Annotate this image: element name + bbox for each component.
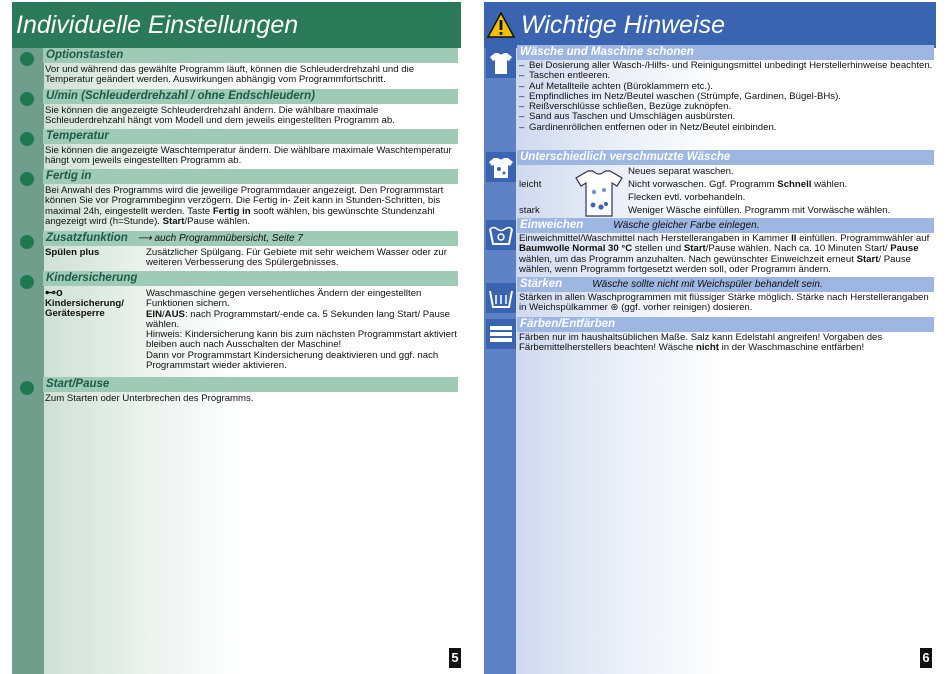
section-heading-verschmutzt: Unterschiedlich verschmutzte Wäsche <box>517 150 934 165</box>
section-heading-optionstasten: Optionstasten <box>43 48 458 63</box>
care-list <box>519 61 933 133</box>
section-heading-staerken: Stärken Wäsche sollte nicht mit Weichspüler behandelt sein. <box>517 277 934 292</box>
section-heading-start-pause: Start/Pause <box>43 377 458 392</box>
cross-reference-arrow: ⟶ <box>137 233 152 244</box>
list-item: – Bei Dosierung aller Wasch-/Hilfs- und Reinigungsmittel unbedingt Herstellerhinweise beachten. <box>519 61 933 71</box>
soak-icon <box>486 220 516 250</box>
list-item: – Sand aus Taschen und Umschlägen ausbürsten. <box>519 112 933 122</box>
list-item: – Reißverschlüsse schließen, Bezüge zuknöpfen. <box>519 102 933 112</box>
key-icon: ⊷o <box>45 287 63 299</box>
soil-row-light: Nicht vorwaschen. Ggf. Programm Schnell wählen. <box>628 179 848 190</box>
list-item: – Taschen entleeren. <box>519 71 933 81</box>
page-number: 5 <box>449 648 461 668</box>
soil-row-heavy: Weniger Wäsche einfüllen. Programm mit Vorwäsche wählen. <box>628 205 891 216</box>
starch-icon <box>486 283 516 313</box>
left-title-bar <box>12 2 461 48</box>
section-heading-kindersicherung: Kindersicherung <box>43 271 458 286</box>
list-item: – Gardinenröllchen entfernen oder in Netz/Beutel einbinden. <box>519 123 933 133</box>
option-text-spuelen-plus: Zusätzlicher Spülgang. Für Gebiete mit sehr weichem Wasser oder zur weiteren Verbesserung des Spülergebnisses. <box>146 247 447 269</box>
dye-icon <box>486 319 516 349</box>
section-text-start-pause: Zum Starten oder Unterbrechen des Programms. <box>45 393 254 404</box>
section-text-staerken: Stärken in allen Waschprogrammen mit flüssiger Stärke möglich. Stärke nach Herstellerangaben in Weichspülkammer ⊛ (ggf. vorher reinigen) dosieren. <box>519 292 929 314</box>
soil-row-stains: Flecken evtl. vorbehandeln. <box>628 192 746 203</box>
section-bullet <box>20 172 34 186</box>
option-label-spuelen-plus: Spülen plus <box>45 247 100 258</box>
section-bullet <box>20 381 34 395</box>
section-text-faerben: Färben nur im haushaltsüblichen Maße. Salz kann Edelstahl angreifen! Vorgaben des Färbemittelherstellers beachten! Wäsche nicht in der Waschmaschine entfärben! <box>519 332 883 354</box>
section-text-einweichen: Einweichmittel/Waschmittel nach Herstellerangaben in Kammer II einfüllen. Programmwähler auf Baumwolle Normal 30 °C stellen und Start/Pause wählen. Nach ca. 10 Minuten Start/ Pause wählen, um das Programm anzuhalten. Nach gewünschter Einweichzeit erneut Start/ Pause wählen, wenn Programm fortgesetzt werden soll, oder Programm ändern. <box>519 233 930 275</box>
section-text-fertig-in: Bei Anwahl des Programms wird die jeweilige Programmdauer angezeigt. Den Programmstart können Sie vor Programmbeginn verzögern. Die Fertig in- Zeit kann in Stunden-Schritten, bis maximal 24h, eingestellt werden. Taste Fertig in sooft wählen, bis gewünschte Stundenzahl angezeigt wird (h=Stunde). Start/Pause wählen. <box>45 185 444 227</box>
section-heading-waesche-schonen: Wäsche und Maschine schonen <box>517 45 934 60</box>
soiled-shirt-icon <box>574 168 624 218</box>
section-bullet <box>20 132 34 146</box>
right-page <box>484 2 936 674</box>
left-page-title: Individuelle Einstellungen <box>16 11 299 39</box>
section-bullet <box>20 235 34 249</box>
section-heading-faerben: Färben/Entfärben <box>517 317 934 332</box>
section-text-temperatur: Sie können die angezeigte Waschtemperatur ändern. Die wählbare maximale Waschtemperatur hängt vom jeweils eingestellten Programm ab. <box>45 145 452 167</box>
left-page <box>12 2 461 674</box>
option-label-kindersicherung: Kindersicherung/ Gerätesperre <box>45 298 124 320</box>
list-item: – Empfindliches im Netz/Beutel waschen (Strümpfe, Gardinen, Bügel-BHs). <box>519 92 933 102</box>
right-page-title: Wichtige Hinweise <box>521 11 726 39</box>
section-bullet <box>20 52 34 66</box>
section-heading-temperatur: Temperatur <box>43 129 458 144</box>
right-title-bar <box>484 2 936 48</box>
option-text-kindersicherung: Waschmaschine gegen versehentliches Ändern der eingestellten Funktionen sichern. EIN/AUS: nach Programmstart/-ende ca. 5 Sekunden lang Start/ Pause wählen. Hinweis: Kindersicherung kann bis zum nächsten Programmstart aktiviert bleiben auch nach Ausschalten der Maschine! Dann vor Programmstart Kindersicherung deaktivieren und ggf. nach Programmstart wieder aktivieren. <box>146 288 457 372</box>
list-item: – Auf Metallteile achten (Büroklammern etc.). <box>519 82 933 92</box>
dirty-laundry-icon <box>486 152 516 182</box>
section-heading-einweichen: Einweichen Wäsche gleicher Farbe einlegen. <box>517 218 934 233</box>
cross-reference: auch Programmübersicht, <box>151 233 272 244</box>
warning-icon <box>487 12 515 38</box>
soil-level-heavy: stark <box>519 205 540 216</box>
section-bullet <box>20 275 34 289</box>
soil-row-new: Neues separat waschen. <box>628 166 734 177</box>
section-heading-zusatzfunktion: Zusatzfunktion ⟶ auch Programmübersicht, Seite 7 <box>43 231 458 246</box>
section-heading-fertig-in: Fertig in <box>43 169 458 184</box>
section-heading-umin: U/min (Schleuderdrehzahl / ohne Endschleudern) <box>43 89 458 104</box>
section-bullet <box>20 92 34 106</box>
section-text-umin: Sie können die angezeigte Schleuderdrehzahl ändern. Die wählbare maximale Schleuderdrehzahl hängt vom Modell und dem jeweils eingestellten Programm ab. <box>45 105 395 127</box>
soil-level-light: leicht <box>519 179 542 190</box>
section-text-optionstasten: Vor und während das gewählte Programm läuft, können die Schleuderdrehzahl und die Temperatur geändert werden. Auswirkungen abhängig vom Programmfortschritt. <box>45 64 415 86</box>
page-number: 6 <box>920 648 932 668</box>
shirt-icon <box>486 48 516 78</box>
